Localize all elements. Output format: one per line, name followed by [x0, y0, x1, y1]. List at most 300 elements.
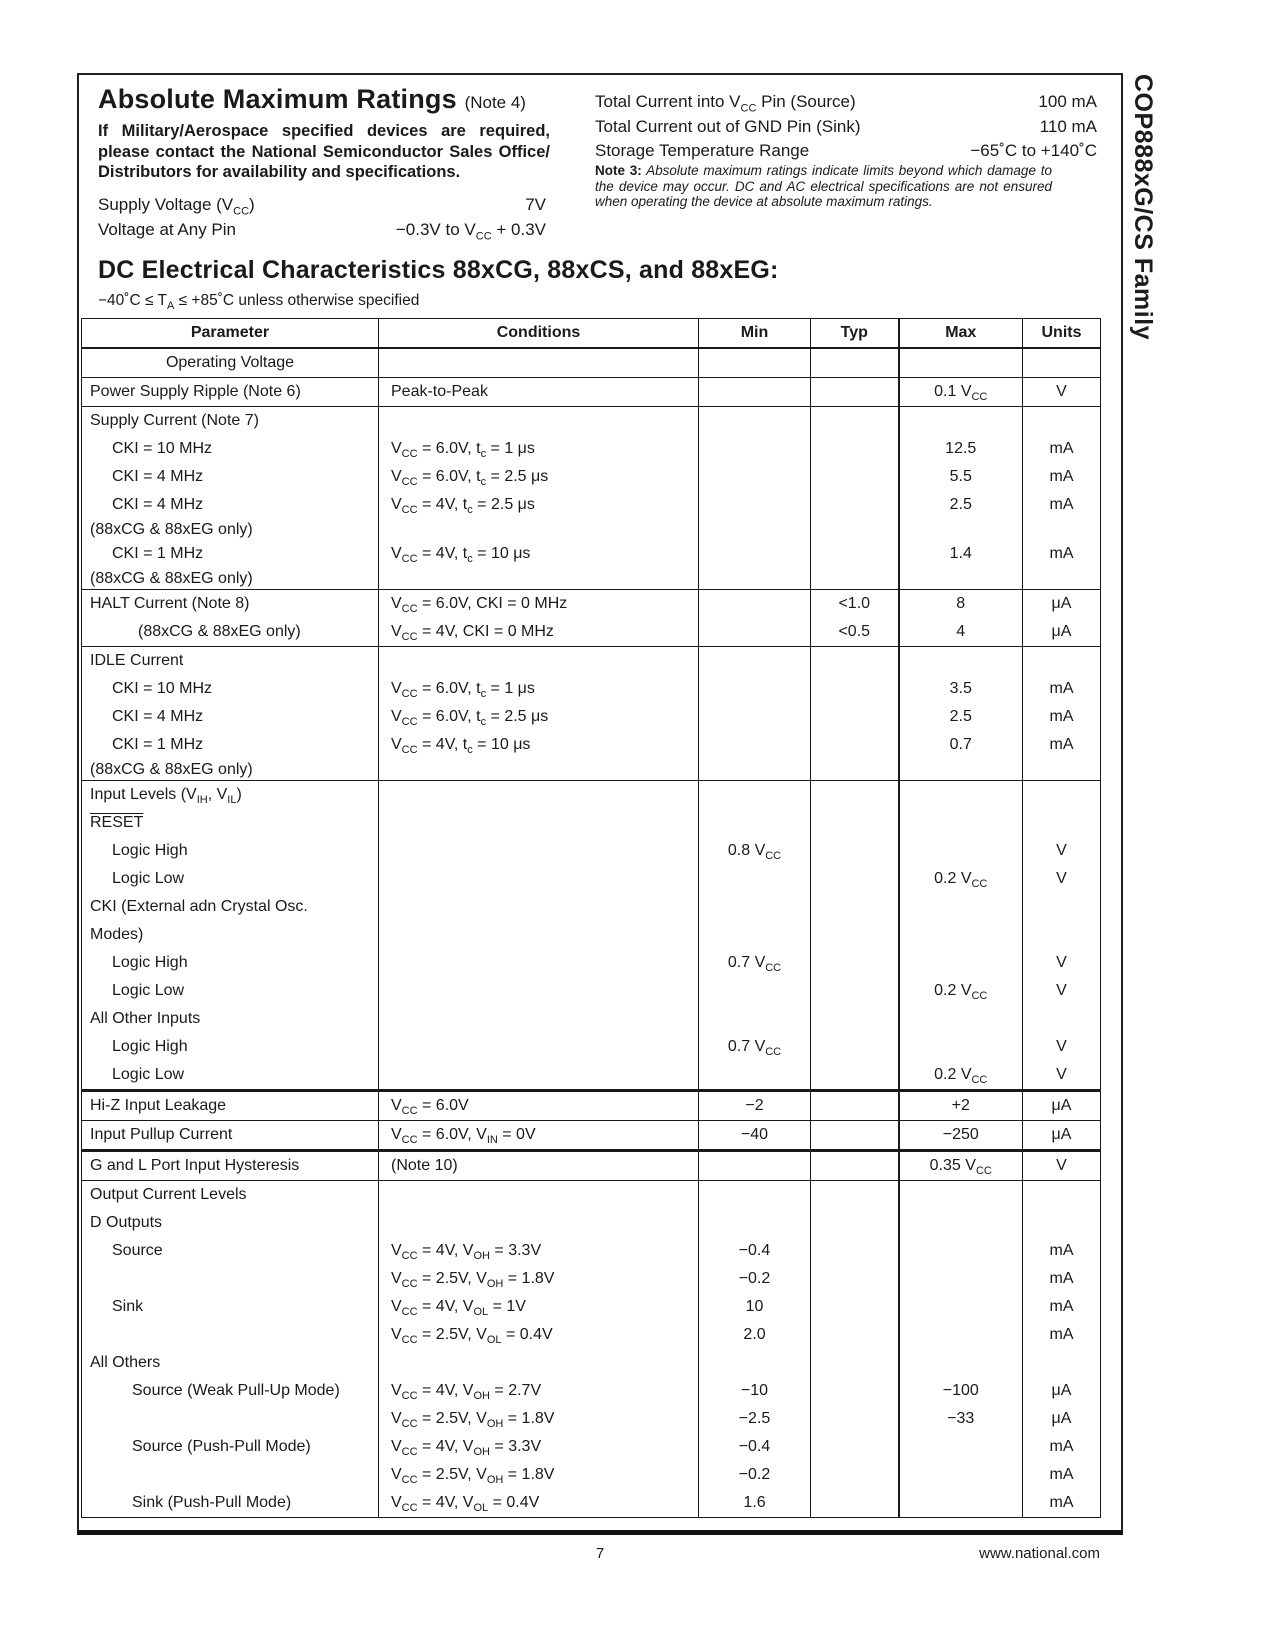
table-header-row: [82, 319, 1101, 349]
cell-parameter: Input Levels ($V_{IH}$, $V_{IL}$): [82, 781, 379, 810]
cell-units: [1023, 1209, 1101, 1237]
family-sidebar-label: COP888xG/CS Family: [1129, 74, 1157, 341]
cell-min: −40: [699, 1121, 811, 1151]
cell-parameter: RESET: [90, 814, 144, 831]
cell-min: [699, 568, 811, 590]
cell-max: [899, 1181, 1023, 1210]
cell-typ: [811, 1405, 899, 1433]
cell-parameter: Logic High: [112, 842, 188, 859]
cell-max: 2.5: [899, 703, 1023, 731]
cell-conditions: $V_{CC} = 4V$, $V_{OH} = 3.3V$: [379, 1433, 699, 1461]
table-row: [82, 893, 1101, 921]
spec-label: Storage Temperature Range: [595, 141, 810, 160]
cell-typ: [811, 519, 899, 540]
cell-units: V: [1023, 837, 1101, 865]
spec-row: [98, 218, 546, 243]
cell-units: [1023, 647, 1101, 676]
cell-parameter: Logic High: [112, 1038, 188, 1055]
cell-min: [699, 703, 811, 731]
cell-parameter: Source (Weak Pull-Up Mode): [132, 1382, 340, 1399]
table-row: [82, 463, 1101, 491]
cell-max: [899, 1293, 1023, 1321]
spec-row: [595, 139, 1097, 164]
cell-min: [699, 491, 811, 519]
dc-characteristics-table: [81, 318, 1101, 1518]
table-row: [82, 590, 1101, 619]
table-row: [82, 1209, 1101, 1237]
cell-units: μA: [1023, 1377, 1101, 1405]
cell-parameter: Operating Voltage: [165, 354, 295, 371]
cell-conditions: [379, 1061, 699, 1091]
cell-conditions: $V_{CC} = 4V$, $V_{OH} = 2.7V$: [379, 1377, 699, 1405]
spec-row: [595, 115, 1097, 140]
cell-parameter: CKI = 1 MHz: [112, 545, 204, 562]
cell-parameter: CKI = 4 MHz: [112, 708, 204, 725]
cell-units: [1023, 407, 1101, 436]
cell-units: [1023, 568, 1101, 590]
cell-parameter: (88xCG & 88xEG only): [90, 569, 253, 587]
cell-parameter: All Others: [90, 1354, 161, 1371]
cell-min: [699, 675, 811, 703]
cell-parameter: Source (Push-Pull Mode): [132, 1438, 311, 1455]
cell-min: [699, 348, 811, 378]
table-row: [82, 865, 1101, 893]
table-row: [82, 1181, 1101, 1210]
cell-max: [899, 407, 1023, 436]
table-row: [82, 647, 1101, 676]
page-number: 7: [595, 1545, 605, 1562]
cell-units: [1023, 1349, 1101, 1377]
cell-conditions: [379, 348, 699, 378]
cell-max: 0.35 $V_{CC}$: [899, 1151, 1023, 1181]
table-row: [82, 378, 1101, 407]
cell-max: +2: [899, 1091, 1023, 1121]
cell-parameter: Supply Current (Note 7): [82, 407, 379, 436]
cell-min: [699, 407, 811, 436]
cell-min: [699, 435, 811, 463]
cell-units: mA: [1023, 1321, 1101, 1349]
spec-label: Voltage at Any Pin: [98, 219, 236, 239]
table-row: [82, 519, 1101, 540]
cell-min: 0.7 $V_{CC}$: [699, 949, 811, 977]
cell-min: 2.0: [699, 1321, 811, 1349]
cell-min: [699, 977, 811, 1005]
cell-conditions: [379, 647, 699, 676]
cell-min: [699, 893, 811, 921]
cell-conditions: Peak-to-Peak: [379, 378, 699, 407]
cell-conditions: [379, 407, 699, 436]
cell-units: mA: [1023, 703, 1101, 731]
table-row: [82, 618, 1101, 647]
cell-parameter: CKI = 10 MHz: [112, 680, 213, 697]
table-row: [82, 703, 1101, 731]
cell-parameter: [82, 1461, 379, 1489]
cell-units: mA: [1023, 1237, 1101, 1265]
cell-typ: [811, 675, 899, 703]
cell-units: μA: [1023, 590, 1101, 619]
spec-label: Total Current out of GND Pin (Sink): [595, 116, 861, 136]
cell-units: mA: [1023, 1293, 1101, 1321]
table-header-cell: Max: [899, 319, 1023, 349]
cell-units: mA: [1023, 491, 1101, 519]
note-3-text: Absolute maximum ratings indicate limits beyond which damage to the device may occur. DC and AC electrical specifications are not ensured when operating the device at absolute maximum ratings.: [595, 163, 1052, 209]
cell-parameter: CKI = 10 MHz: [112, 440, 213, 457]
cell-typ: [811, 1349, 899, 1377]
cell-typ: [811, 759, 899, 781]
cell-conditions: [379, 1033, 699, 1061]
cell-max: 12.5: [899, 435, 1023, 463]
cell-conditions: [379, 809, 699, 837]
cell-min: 0.8 $V_{CC}$: [699, 837, 811, 865]
table-header-cell: Units: [1023, 319, 1101, 349]
cell-typ: [811, 407, 899, 436]
cell-typ: [811, 1209, 899, 1237]
cell-parameter: Sink (Push-Pull Mode): [132, 1494, 292, 1511]
table-row: [82, 1265, 1101, 1293]
table-row: [82, 781, 1101, 810]
cell-max: −33: [899, 1405, 1023, 1433]
cell-max: [899, 1265, 1023, 1293]
cell-units: mA: [1023, 435, 1101, 463]
cell-parameter: All Other Inputs: [90, 1010, 201, 1027]
cell-max: 1.4: [899, 540, 1023, 568]
table-row: [82, 1321, 1101, 1349]
cell-units: [1023, 1005, 1101, 1033]
cell-max: 3.5: [899, 675, 1023, 703]
table-row: [82, 407, 1101, 436]
cell-conditions: [379, 568, 699, 590]
table-row: [82, 1033, 1101, 1061]
cell-typ: [811, 1181, 899, 1210]
cell-typ: [811, 893, 899, 921]
cell-typ: [811, 837, 899, 865]
cell-max: [899, 1461, 1023, 1489]
cell-parameter: [82, 1405, 379, 1433]
cell-min: [699, 759, 811, 781]
table-row: [82, 1091, 1101, 1121]
cell-conditions: $V_{CC} = 4V$, $V_{OL} = 1V$: [379, 1293, 699, 1321]
table-row: [82, 921, 1101, 949]
footer-website: www.national.com: [979, 1545, 1100, 1562]
cell-units: V: [1023, 378, 1101, 407]
cell-conditions: $V_{CC} = 6.0V$, $t_c = 1$ μs: [379, 675, 699, 703]
cell-typ: <1.0: [811, 590, 899, 619]
table-row: [82, 1293, 1101, 1321]
cell-conditions: [379, 1181, 699, 1210]
cell-min: [699, 618, 811, 647]
cell-conditions: [379, 1209, 699, 1237]
table-header-cell: Conditions: [379, 319, 699, 349]
section-title: Absolute Maximum Ratings: [98, 84, 457, 114]
cell-units: mA: [1023, 731, 1101, 759]
spec-value: 110 mA: [1039, 116, 1097, 136]
cell-units: V: [1023, 1151, 1101, 1181]
cell-max: [899, 837, 1023, 865]
cell-units: [1023, 921, 1101, 949]
cell-typ: [811, 731, 899, 759]
cell-min: [699, 540, 811, 568]
cell-conditions: $V_{CC} = 2.5V$, $V_{OH} = 1.8V$: [379, 1265, 699, 1293]
cell-units: mA: [1023, 1265, 1101, 1293]
cell-conditions: [379, 837, 699, 865]
table-row: [82, 1405, 1101, 1433]
cell-max: [899, 1209, 1023, 1237]
spec-label: Supply Voltage $(V_{CC})$: [98, 195, 255, 218]
table-row: [82, 977, 1101, 1005]
cell-conditions: [379, 865, 699, 893]
cell-max: [899, 1005, 1023, 1033]
cell-conditions: $V_{CC} = 4V$, $t_c = 2.5$ μs: [379, 491, 699, 519]
abs-max-left-specs: [98, 193, 546, 242]
cell-typ: [811, 921, 899, 949]
cell-typ: [811, 949, 899, 977]
table-row: [82, 1349, 1101, 1377]
cell-max: −250: [899, 1121, 1023, 1151]
cell-typ: [811, 1433, 899, 1461]
military-aerospace-warning: If Military/Aerospace specified devices are required, please contact the National Semiconductor Sales Office/ Distributors for availability and specifications.: [98, 122, 550, 181]
cell-units: [1023, 519, 1101, 540]
cell-conditions: $V_{CC} = 2.5V$, $V_{OH} = 1.8V$: [379, 1405, 699, 1433]
cell-conditions: $V_{CC} = 6.0V$, $t_c = 1$ μs: [379, 435, 699, 463]
table-row: [82, 949, 1101, 977]
cell-min: 0.7 $V_{CC}$: [699, 1033, 811, 1061]
cell-max: [899, 809, 1023, 837]
cell-typ: [811, 865, 899, 893]
cell-min: [699, 731, 811, 759]
cell-typ: [811, 1489, 899, 1518]
cell-typ: [811, 703, 899, 731]
table-row: [82, 731, 1101, 759]
cell-min: [699, 590, 811, 619]
cell-conditions: [379, 781, 699, 810]
cell-conditions: $V_{CC} = 4V$, $t_c = 10$ μs: [379, 731, 699, 759]
cell-parameter: Power Supply Ripple (Note 6): [82, 378, 379, 407]
dc-characteristics-subtitle: −40˚C ≤ $T_A$ ≤ +85˚C unless otherwise specified: [98, 292, 420, 313]
cell-typ: [811, 1265, 899, 1293]
cell-conditions: [379, 949, 699, 977]
cell-conditions: $V_{CC} = 4V$, CKI = 0 MHz: [379, 618, 699, 647]
cell-units: V: [1023, 1061, 1101, 1091]
cell-conditions: $V_{CC} = 4V$, $V_{OL} = 0.4V$: [379, 1489, 699, 1518]
note-3: [595, 163, 1052, 210]
cell-typ: [811, 1121, 899, 1151]
cell-typ: <0.5: [811, 618, 899, 647]
cell-parameter: Logic Low: [112, 1066, 185, 1083]
cell-conditions: $V_{CC} = 4V$, $V_{OH} = 3.3V$: [379, 1237, 699, 1265]
cell-max: [899, 568, 1023, 590]
cell-max: [899, 1033, 1023, 1061]
cell-units: [1023, 1181, 1101, 1210]
cell-units: [1023, 348, 1101, 378]
cell-units: V: [1023, 949, 1101, 977]
cell-parameter: [82, 1265, 379, 1293]
table-row: [82, 1061, 1101, 1091]
cell-min: −0.2: [699, 1265, 811, 1293]
cell-units: mA: [1023, 540, 1101, 568]
cell-parameter: CKI = 4 MHz: [112, 496, 204, 513]
cell-typ: [811, 1033, 899, 1061]
cell-parameter: CKI (External adn Crystal Osc.: [90, 898, 308, 915]
cell-conditions: $V_{CC} = 2.5V$, $V_{OH} = 1.8V$: [379, 1461, 699, 1489]
note-3-label: Note 3:: [595, 163, 642, 178]
cell-parameter: Hi-Z Input Leakage: [82, 1091, 379, 1121]
cell-max: 0.1 $V_{CC}$: [899, 378, 1023, 407]
cell-units: mA: [1023, 463, 1101, 491]
spec-value: −0.3V to $V_{CC} + 0.3V$: [395, 219, 546, 242]
cell-typ: [811, 1321, 899, 1349]
cell-max: [899, 1321, 1023, 1349]
cell-conditions: $V_{CC} = 6.0V$: [379, 1091, 699, 1121]
cell-max: [899, 1349, 1023, 1377]
cell-conditions: (Note 10): [379, 1151, 699, 1181]
cell-typ: [811, 1377, 899, 1405]
table-header-cell: Typ: [811, 319, 899, 349]
cell-max: 0.7: [899, 731, 1023, 759]
cell-units: mA: [1023, 675, 1101, 703]
cell-parameter: CKI = 1 MHz: [112, 736, 204, 753]
table-row: [82, 540, 1101, 568]
cell-parameter: [82, 1321, 379, 1349]
spec-row: [98, 193, 546, 218]
cell-max: 8: [899, 590, 1023, 619]
dc-characteristics-title: DC Electrical Characteristics 88xCG, 88xCS, and 88xEG:: [98, 256, 779, 284]
cell-typ: [811, 568, 899, 590]
cell-units: mA: [1023, 1489, 1101, 1518]
cell-min: −10: [699, 1377, 811, 1405]
cell-max: [899, 781, 1023, 810]
cell-min: −0.4: [699, 1433, 811, 1461]
cell-conditions: $V_{CC} = 2.5V$, $V_{OL} = 0.4V$: [379, 1321, 699, 1349]
table-row: [82, 1461, 1101, 1489]
cell-units: [1023, 893, 1101, 921]
cell-max: [899, 759, 1023, 781]
cell-max: [899, 921, 1023, 949]
cell-units: V: [1023, 977, 1101, 1005]
cell-parameter: Logic Low: [112, 870, 185, 887]
cell-units: μA: [1023, 618, 1101, 647]
cell-min: [699, 1151, 811, 1181]
cell-min: −0.2: [699, 1461, 811, 1489]
cell-typ: [811, 348, 899, 378]
cell-max: −100: [899, 1377, 1023, 1405]
cell-min: [699, 519, 811, 540]
cell-typ: [811, 1293, 899, 1321]
cell-min: 10: [699, 1293, 811, 1321]
cell-typ: [811, 1005, 899, 1033]
cell-max: [899, 519, 1023, 540]
cell-typ: [811, 435, 899, 463]
title-note-ref: (Note 4): [464, 93, 526, 112]
cell-typ: [811, 977, 899, 1005]
cell-units: [1023, 759, 1101, 781]
cell-min: −0.4: [699, 1237, 811, 1265]
cell-min: [699, 1181, 811, 1210]
table-row: [82, 809, 1101, 837]
cell-max: [899, 348, 1023, 378]
cell-max: 2.5: [899, 491, 1023, 519]
cell-units: μA: [1023, 1091, 1101, 1121]
cell-parameter: D Outputs: [90, 1214, 163, 1231]
cell-max: [899, 647, 1023, 676]
cell-units: mA: [1023, 1461, 1101, 1489]
cell-units: [1023, 781, 1101, 810]
cell-max: 0.2 $V_{CC}$: [899, 1061, 1023, 1091]
table-row: [82, 491, 1101, 519]
table-row: [82, 1489, 1101, 1518]
cell-conditions: $V_{CC} = 6.0V$, CKI = 0 MHz: [379, 590, 699, 619]
cell-min: [699, 1209, 811, 1237]
cell-max: 0.2 $V_{CC}$: [899, 977, 1023, 1005]
cell-min: [699, 921, 811, 949]
cell-conditions: $V_{CC} = 6.0V$, $t_c = 2.5$ μs: [379, 463, 699, 491]
cell-parameter: Source: [112, 1242, 163, 1259]
spec-value: 100 mA: [1038, 92, 1097, 111]
cell-min: 1.6: [699, 1489, 811, 1518]
cell-parameter: Sink: [112, 1298, 144, 1315]
cell-typ: [811, 1461, 899, 1489]
cell-units: μA: [1023, 1121, 1101, 1151]
table-row: [82, 1377, 1101, 1405]
cell-max: [899, 1237, 1023, 1265]
cell-conditions: [379, 893, 699, 921]
table-row: [82, 348, 1101, 378]
absolute-maximum-ratings-title: [98, 84, 526, 115]
cell-min: [699, 781, 811, 810]
cell-parameter: (88xCG & 88xEG only): [90, 520, 253, 538]
spec-label: Total Current into $V_{CC}$ Pin (Source): [595, 92, 856, 115]
cell-parameter: HALT Current (Note 8): [82, 590, 379, 619]
table-row: [82, 1121, 1101, 1151]
table-row: [82, 435, 1101, 463]
cell-conditions: [379, 519, 699, 540]
cell-typ: [811, 809, 899, 837]
cell-max: [899, 1489, 1023, 1518]
cell-conditions: [379, 1005, 699, 1033]
cell-units: V: [1023, 865, 1101, 893]
cell-typ: [811, 540, 899, 568]
cell-typ: [811, 1091, 899, 1121]
cell-units: [1023, 809, 1101, 837]
cell-min: −2: [699, 1091, 811, 1121]
cell-parameter: Logic High: [112, 954, 188, 971]
cell-min: [699, 1005, 811, 1033]
cell-typ: [811, 378, 899, 407]
cell-conditions: [379, 1349, 699, 1377]
table-row: [82, 1237, 1101, 1265]
spec-value: 7V: [525, 195, 546, 214]
cell-min: [699, 647, 811, 676]
table-header-cell: Parameter: [82, 319, 379, 349]
cell-max: [899, 1433, 1023, 1461]
table-row: [82, 675, 1101, 703]
cell-conditions: [379, 921, 699, 949]
cell-units: V: [1023, 1033, 1101, 1061]
cell-typ: [811, 647, 899, 676]
cell-min: [699, 463, 811, 491]
table-header-cell: Min: [699, 319, 811, 349]
cell-units: mA: [1023, 1433, 1101, 1461]
table-row: [82, 1005, 1101, 1033]
cell-parameter: Modes): [90, 926, 144, 943]
cell-max: 5.5: [899, 463, 1023, 491]
cell-typ: [811, 463, 899, 491]
cell-conditions: [379, 759, 699, 781]
cell-units: μA: [1023, 1405, 1101, 1433]
cell-parameter: IDLE Current: [82, 647, 379, 676]
cell-parameter: CKI = 4 MHz: [112, 468, 204, 485]
cell-typ: [811, 1061, 899, 1091]
table-row: [82, 568, 1101, 590]
